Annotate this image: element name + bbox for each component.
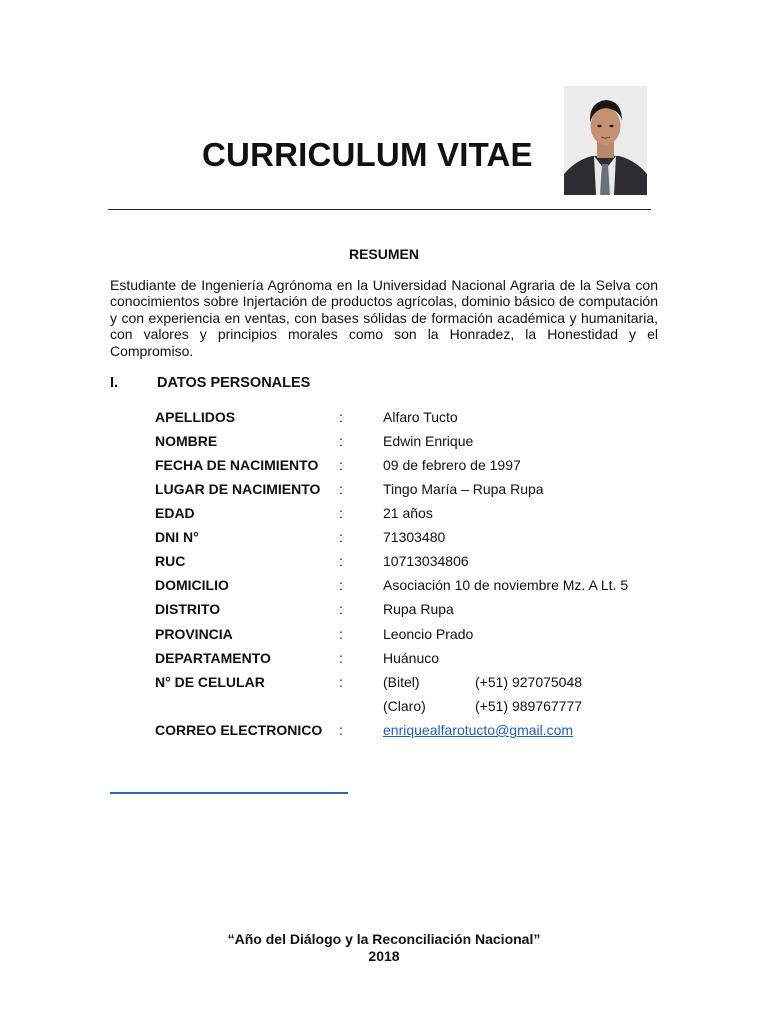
section-number: I. — [110, 375, 119, 391]
field-value: 09 de febrero de 1997 — [383, 457, 521, 473]
field-separator: : — [339, 433, 343, 449]
resumen-heading: RESUMEN — [348, 246, 419, 262]
field-label: RUC — [155, 553, 186, 569]
field-separator: : — [339, 529, 343, 545]
email-link[interactable]: enriquealfarotucto@gmail.com — [383, 722, 574, 738]
field-label: APELLIDOS — [155, 409, 236, 425]
field-separator: : — [339, 505, 343, 521]
section-title: DATOS PERSONALES — [157, 375, 311, 391]
field-value: 71303480 — [383, 529, 446, 545]
field-separator: : — [339, 601, 343, 617]
field-separator: : — [339, 481, 343, 497]
field-value: Edwin Enrique — [383, 433, 474, 449]
field-separator: : — [339, 626, 343, 642]
field-label: EDAD — [155, 505, 195, 521]
field-label: DISTRITO — [155, 601, 221, 617]
resumen-text: Estudiante de Ingeniería Agrónoma en la Universidad Nacional Agraria de la Selva con conocimientos sobre Injertación de productos agrícolas, dominio básico de computación y con experiencia en ventas, con bases sólidas de formación académica y humanitaria, con valores y principios morales como son la Honradez, la Honestidad y el Compromiso. — [110, 277, 658, 359]
field-label: NOMBRE — [155, 433, 218, 449]
phone-carrier: (Claro) — [383, 698, 426, 714]
footer — [0, 931, 768, 964]
field-label: DEPARTAMENTO — [155, 650, 271, 666]
field-separator: : — [339, 577, 343, 593]
title-underline — [108, 209, 651, 210]
field-label: CORREO ELECTRONICO — [155, 722, 323, 738]
field-label: LUGAR DE NACIMIENTO — [155, 481, 321, 497]
phone-number: (+51) 927075048 — [475, 674, 583, 690]
field-value: 10713034806 — [383, 553, 469, 569]
document-title: CURRICULUM VITAE — [202, 136, 533, 173]
profile-photo-drawing — [564, 86, 647, 195]
field-value: 21 años — [383, 505, 433, 521]
field-label: N° DE CELULAR — [155, 674, 265, 690]
field-value: Leoncio Prado — [383, 626, 474, 642]
field-value: Huánuco — [383, 650, 440, 666]
field-separator: : — [339, 409, 343, 425]
field-value: Tingo María – Rupa Rupa — [383, 481, 544, 497]
field-label: PROVINCIA — [155, 626, 233, 642]
field-value: Alfaro Tucto — [383, 409, 458, 425]
footer-year: 2018 — [368, 947, 400, 964]
profile-photo — [564, 86, 647, 195]
phone-number: (+51) 989767777 — [475, 698, 583, 714]
field-label: DNI N° — [155, 529, 199, 545]
field-label: DOMICILIO — [155, 577, 229, 593]
phone-carrier: (Bitel) — [383, 674, 420, 690]
field-separator: : — [339, 553, 343, 569]
footer-motto: “Año del Diálogo y la Reconciliación Nacional” — [227, 931, 541, 947]
field-separator: : — [339, 457, 343, 473]
field-separator: : — [339, 650, 343, 666]
field-label: FECHA DE NACIMIENTO — [155, 457, 319, 473]
field-separator: : — [339, 674, 343, 690]
field-separator: : — [339, 722, 343, 738]
field-value: Asociación 10 de noviembre Mz. A Lt. 5 — [383, 577, 629, 593]
blue-divider — [110, 792, 348, 794]
field-value: Rupa Rupa — [383, 601, 454, 617]
